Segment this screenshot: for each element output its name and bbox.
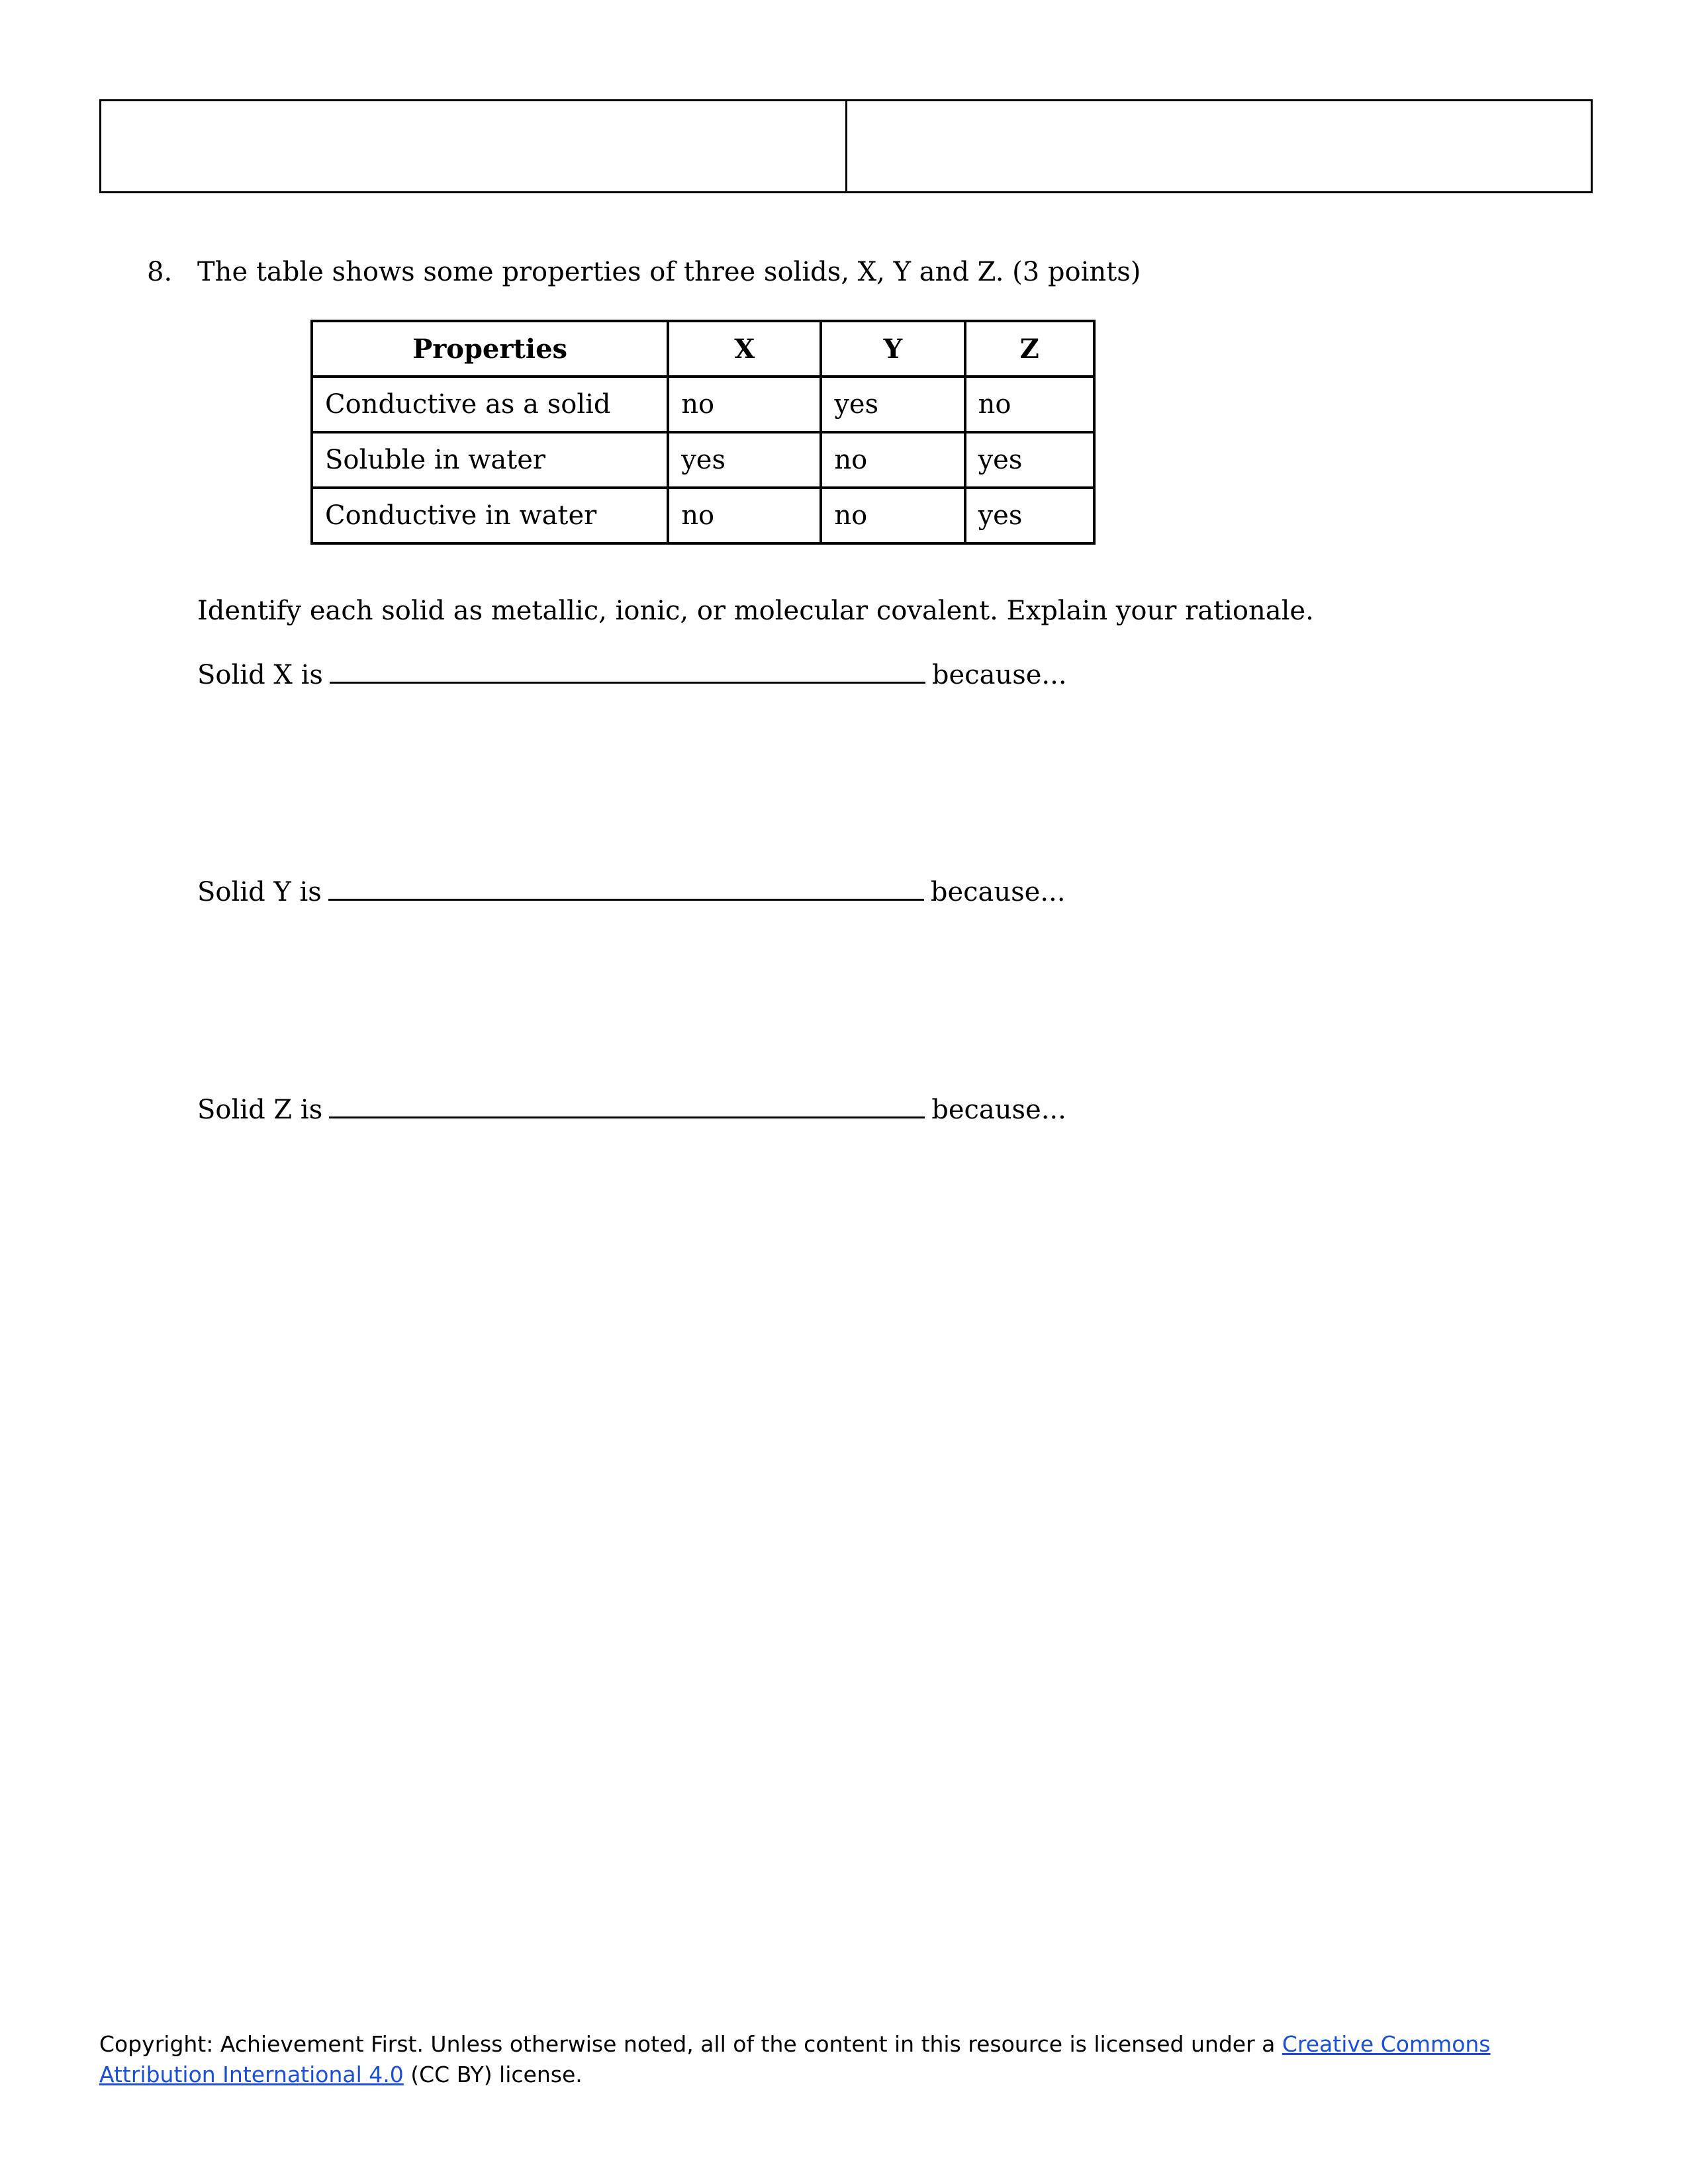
question-text: The table shows some properties of three solids, X, Y and Z. (3 points) [197, 257, 1141, 287]
answer-prefix: Solid Y is [197, 877, 322, 907]
header-z: Z [965, 321, 1094, 377]
question-number: 8. [147, 257, 173, 287]
answer-suffix: because... [931, 1095, 1066, 1125]
copyright-footer [99, 2029, 1609, 2090]
table-row [312, 432, 1094, 488]
cell-y: no [821, 488, 964, 543]
solid-z-answer-line [197, 1090, 1066, 1128]
answer-box-left-cell [101, 101, 845, 191]
empty-answer-box [99, 99, 1593, 193]
property-label: Conductive in water [312, 488, 668, 543]
table-row [312, 488, 1094, 543]
header-properties: Properties [312, 321, 668, 377]
license-link[interactable]: Creative Commons Attribution International 4.0 [99, 2031, 1491, 2087]
answer-prefix: Solid X is [197, 660, 323, 690]
header-y: Y [821, 321, 964, 377]
cell-x: no [668, 488, 821, 543]
solid-y-answer-line [197, 872, 1065, 911]
table-header-row [312, 321, 1094, 377]
cell-z: no [965, 377, 1094, 432]
cell-y: no [821, 432, 964, 488]
cell-z: yes [965, 432, 1094, 488]
solid-x-answer-line [197, 655, 1067, 694]
footer-prefix: Copyright: Achievement First. Unless otherwise noted, all of the content in this resource is licensed under a [99, 2031, 1282, 2057]
answer-box-right-cell [845, 101, 1591, 191]
cell-x: yes [668, 432, 821, 488]
solid-x-blank[interactable] [330, 655, 925, 684]
footer-suffix: (CC BY) license. [403, 2062, 583, 2087]
properties-table [310, 320, 1096, 545]
header-x: X [668, 321, 821, 377]
property-label: Soluble in water [312, 432, 668, 488]
answer-prefix: Solid Z is [197, 1095, 323, 1125]
solid-z-blank[interactable] [329, 1090, 925, 1118]
instruction-text: Identify each solid as metallic, ionic, or molecular covalent. Explain your rationale. [197, 596, 1314, 626]
cell-z: yes [965, 488, 1094, 543]
cell-x: no [668, 377, 821, 432]
answer-suffix: because... [931, 660, 1067, 690]
answer-suffix: because... [930, 877, 1066, 907]
solid-y-blank[interactable] [328, 872, 924, 901]
cell-y: yes [821, 377, 964, 432]
table-row [312, 377, 1094, 432]
property-label: Conductive as a solid [312, 377, 668, 432]
